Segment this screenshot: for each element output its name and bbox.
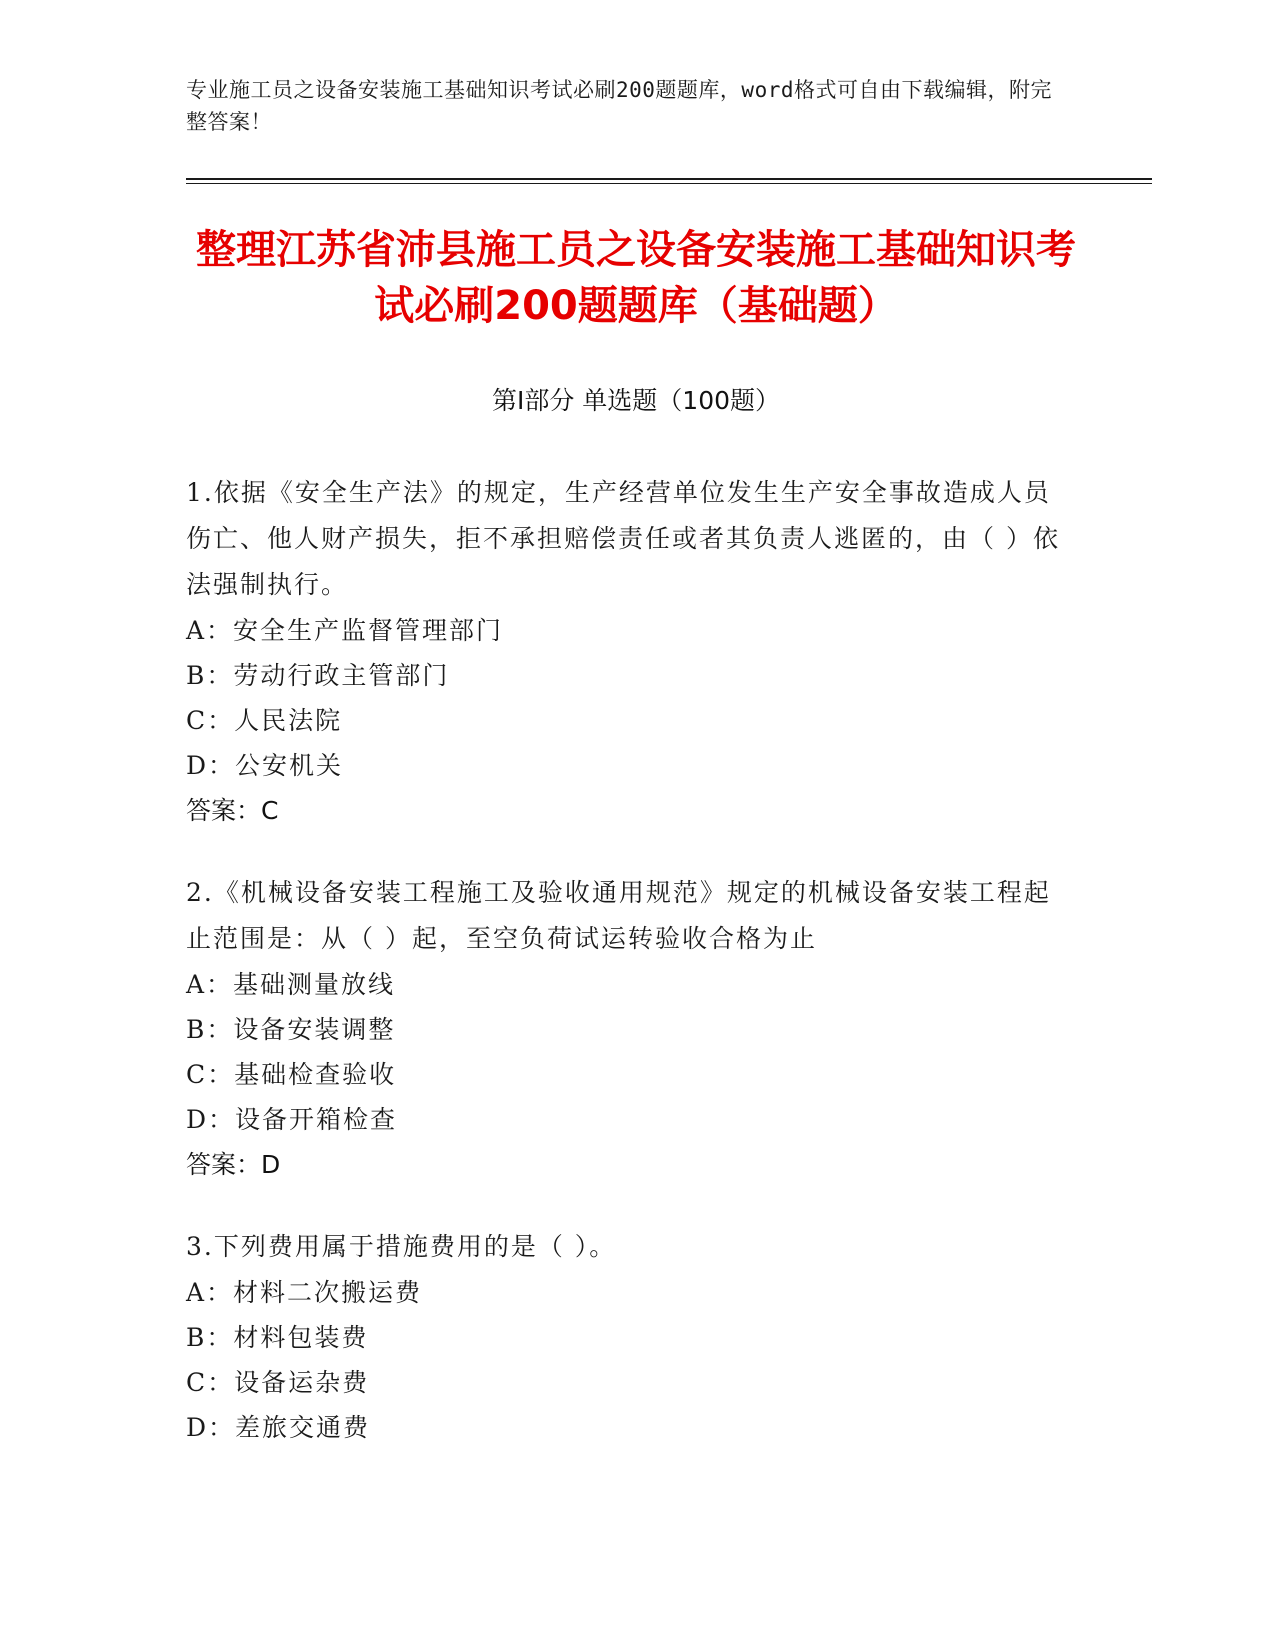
option-a: A：基础测量放线 (186, 970, 396, 999)
document-title: 整理江苏省沛县施工员之设备安装施工基础知识考试必刷200题题库（基础题） (196, 227, 1076, 329)
option-b: B：设备安装调整 (186, 1015, 396, 1044)
option-c: C：设备运杂费 (186, 1368, 370, 1397)
question-stem: 3.下列费用属于措施费用的是（ ）。 (186, 1232, 617, 1261)
answer: 答案：C (186, 796, 279, 825)
question-list (186, 470, 1066, 1486)
header-divider-thick (186, 178, 1152, 180)
section-title: 第Ⅰ部分 单选题（100题） (491, 386, 781, 415)
option-a: A：材料二次搬运费 (186, 1278, 423, 1307)
option-a: A：安全生产监督管理部门 (186, 616, 504, 645)
header-divider-thin (186, 183, 1152, 184)
option-d: D：设备开箱检查 (186, 1105, 398, 1134)
question-item (186, 470, 1066, 834)
option-b: B：材料包装费 (186, 1323, 369, 1352)
question-stem: 2.《机械设备安装工程施工及验收通用规范》规定的机械设备安装工程起止范围是：从（ ）起，至空负荷试运转验收合格为止 (186, 878, 1051, 953)
question-stem: 1.依据《安全生产法》的规定，生产经营单位发生生产安全事故造成人员伤亡、他人财产损失，拒不承担赔偿责任或者其负责人逃匿的，由（ ）依法强制执行。 (186, 478, 1060, 599)
option-c: C：基础检查验收 (186, 1060, 397, 1089)
question-item (186, 1224, 1066, 1450)
option-d: D：差旅交通费 (186, 1413, 371, 1442)
question-item (186, 870, 1066, 1188)
header-note: 专业施工员之设备安装施工基础知识考试必刷200题题库，word格式可自由下载编辑，附完整答案！ (186, 78, 1052, 134)
option-d: D：公安机关 (186, 751, 344, 780)
option-c: C：人民法院 (186, 706, 343, 735)
answer: 答案：D (186, 1150, 281, 1179)
option-b: B：劳动行政主管部门 (186, 661, 450, 690)
